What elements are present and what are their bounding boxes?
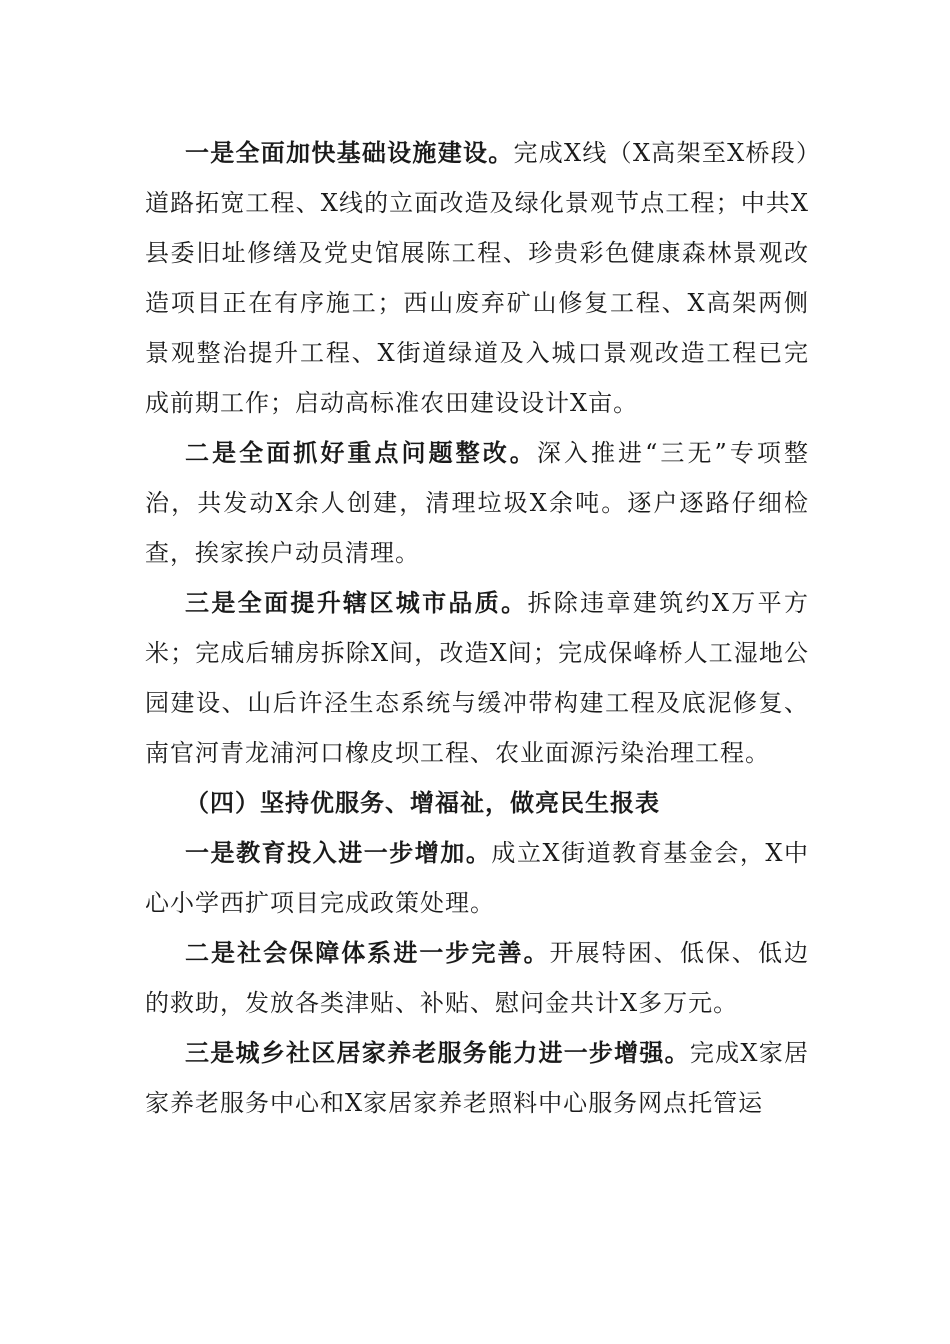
paragraph-lead: 三是全面提升辖区城市品质。 [185, 588, 528, 617]
paragraph-education [145, 828, 809, 928]
paragraph-body: 深入推进“三无”专项整治，共发动X余人创建，清理垃圾X余吨。逐户逐路仔细检查，挨家挨户动员清理。 [145, 439, 809, 567]
paragraph-lead: 一是全面加快基础设施建设。 [185, 138, 514, 167]
paragraph-lead: 一是教育投入进一步增加。 [185, 838, 492, 867]
paragraph-lead: 二是社会保障体系进一步完善。 [185, 938, 550, 967]
paragraph-rectification [145, 428, 809, 578]
paragraph-social-security [145, 928, 809, 1028]
paragraph-infrastructure [145, 128, 809, 428]
paragraph-body: 完成X家居家养老服务中心和X家居家养老照料中心服务网点托管运 [145, 1039, 809, 1117]
paragraph-body: 开展特困、低保、低边的救助，发放各类津贴、补贴、慰问金共计X多万元。 [145, 939, 809, 1017]
section-heading: （四）坚持优服务、增福祉，做亮民生报表 [185, 788, 660, 817]
paragraph-lead: 二是全面抓好重点问题整改。 [185, 438, 537, 467]
paragraph-city-quality [145, 578, 809, 778]
paragraph-body: 成立X街道教育基金会，X中心小学西扩项目完成政策处理。 [145, 839, 810, 917]
paragraph-lead: 三是城乡社区居家养老服务能力进一步增强。 [185, 1038, 690, 1067]
document-page [145, 128, 809, 1128]
paragraph-body: 拆除违章建筑约X万平方米；完成后辅房拆除X间，改造X间；完成保峰桥人工湿地公园建设、山后许泾生态系统与缓冲带构建工程及底泥修复、南官河青龙浦河口橡皮坝工程、农业面源污染治理工程。 [145, 589, 809, 767]
paragraph-body: 完成X线（X高架至X桥段）道路拓宽工程、X线的立面改造及绿化景观节点工程；中共X县委旧址修缮及党史馆展陈工程、珍贵彩色健康森林景观改造项目正在有序施工；西山废弃矿山修复工程、X高架两侧景观整治提升工程、X街道绿道及入城口景观改造工程已完成前期工作；启动高标准农田建设设计X亩。 [145, 139, 810, 417]
paragraph-elderly-care [145, 1028, 809, 1128]
